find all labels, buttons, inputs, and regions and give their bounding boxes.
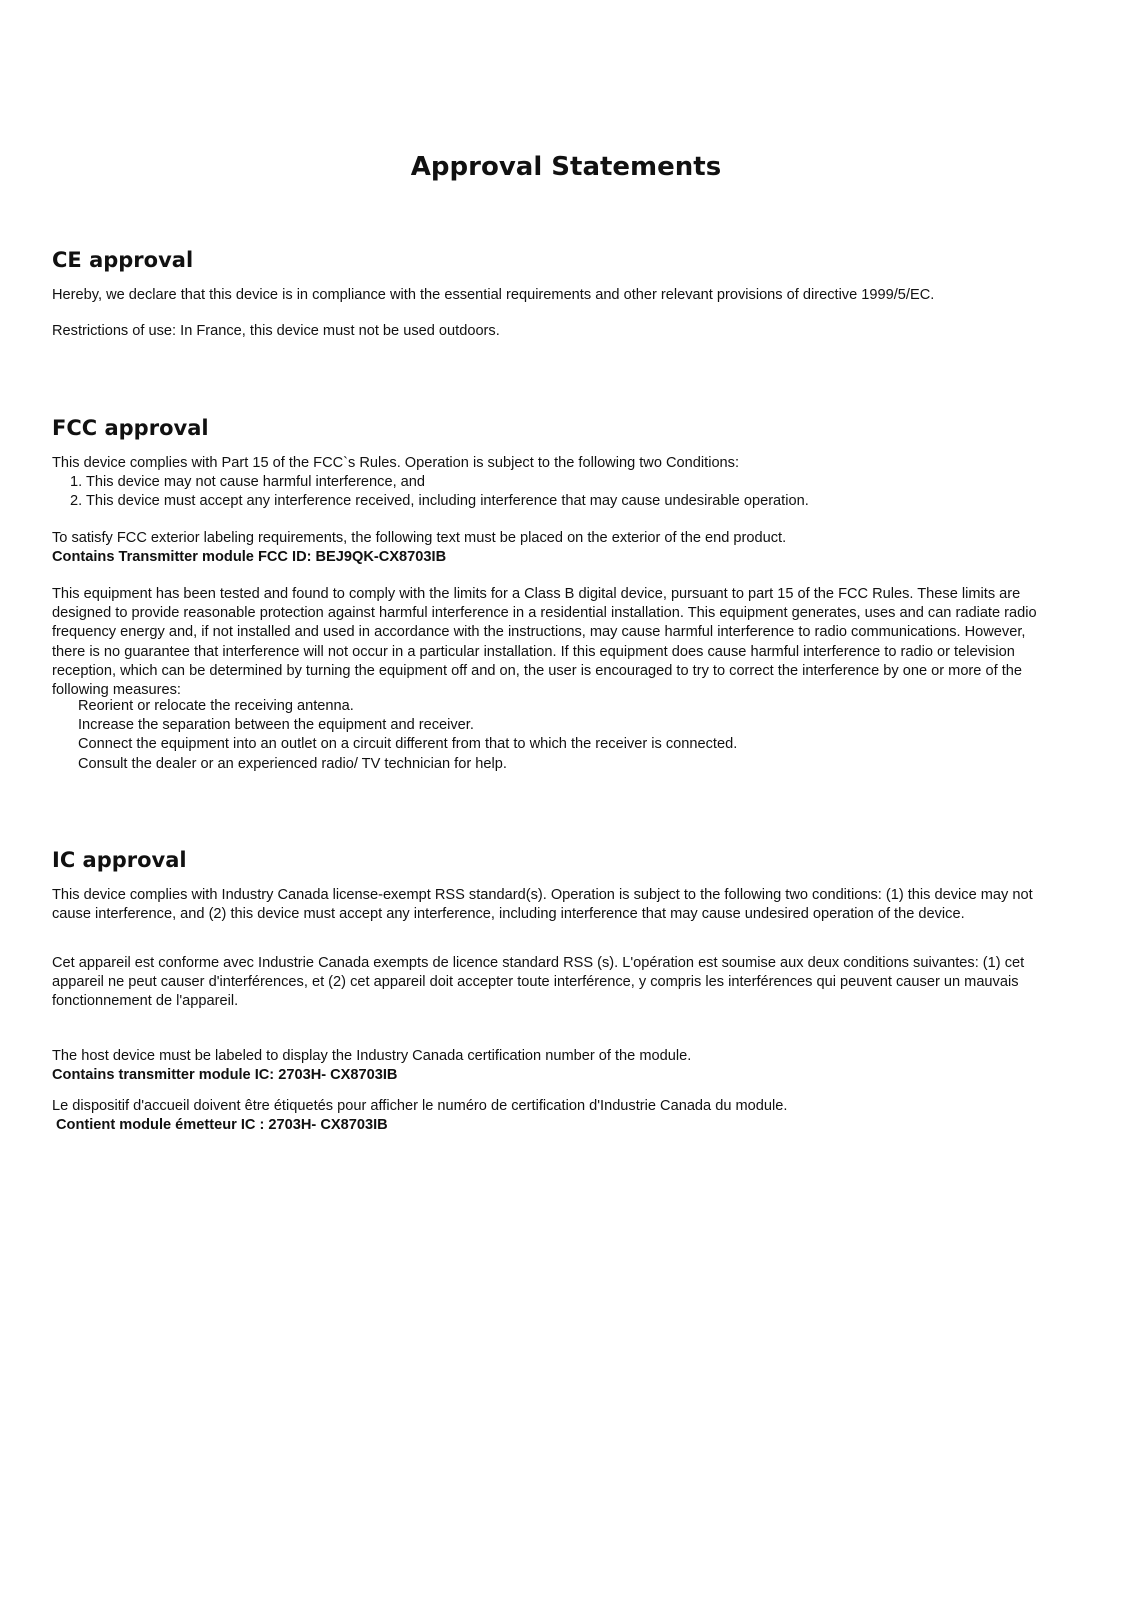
fcc-heading: FCC approval <box>52 416 209 440</box>
fcc-classb-paragraph: This equipment has been tested and found to comply with the limits for a Class B digital device, pursuant to part 15 of the FCC Rules. These limits are designed to provide reasonable protection against harmful interference in a residential installation. This equipment generates, uses and can radiate radio frequency energy and, if not installed and used in accordance with the instructions, may cause harmful interference to radio communications. However, there is no guarantee that interference will not occur in a particular installation. If this equipment does cause harmful interference to radio or television reception, which can be determined by turning the equipment off and on, the user is encouraged to try to correct the interference by one or more of the following measures: <box>52 586 1037 699</box>
fcc-condition-2: 2. This device must accept any interference received, including interference that may cause undesirable operation. <box>70 493 809 510</box>
ce-paragraph-1: Hereby, we declare that this device is in compliance with the essential requirements and other relevant provisions of directive 1999/5/EC. <box>52 287 935 303</box>
ic-paragraph-en: This device complies with Industry Canada license-exempt RSS standard(s). Operation is subject to the following two conditions: (1) this device may not cause interference, and (2) this device must accept any interference, including interference that may cause undesired operation of the device. <box>52 887 1033 923</box>
ic-host-en: The host device must be labeled to display the Industry Canada certification number of the module. <box>52 1048 692 1064</box>
fcc-measure-3: Connect the equipment into an outlet on a circuit different from that to which the receiver is connected. <box>78 736 738 753</box>
fcc-measures-list <box>78 697 737 774</box>
ic-heading: IC approval <box>52 848 187 872</box>
fcc-conditions-list <box>52 473 809 511</box>
fcc-label-text: To satisfy FCC exterior labeling requirements, the following text must be placed on the exterior of the end product. <box>52 530 787 546</box>
ce-paragraph-2: Restrictions of use: In France, this device must not be used outdoors. <box>52 323 500 339</box>
ic-paragraph-fr: Cet appareil est conforme avec Industrie Canada exempts de licence standard RSS (s). L'opération est soumise aux deux conditions suivantes: (1) cet appareil ne peut causer d'interférences, et (2) cet appareil doit accepter toute interférence, y compris les interférences qui peuvent causer un mauvais fonctionnement de l'appareil. <box>52 955 1025 1010</box>
page-title: Approval Statements <box>410 152 722 182</box>
ic-host-fr: Le dispositif d'accueil doivent être étiquetés pour afficher le numéro de certification d'Industrie Canada du module. <box>52 1098 788 1114</box>
ce-heading: CE approval <box>52 248 194 272</box>
fcc-condition-1: 1. This device may not cause harmful interference, and <box>70 474 426 490</box>
ic-id-fr: Contient module émetteur IC : 2703H- CX8703IB <box>56 1117 388 1133</box>
fcc-measure-1: Reorient or relocate the receiving antenna. <box>78 698 354 714</box>
fcc-measure-2: Increase the separation between the equipment and receiver. <box>78 717 474 734</box>
fcc-intro: This device complies with Part 15 of the FCC`s Rules. Operation is subject to the following two Conditions: <box>52 455 740 471</box>
fcc-measure-4: Consult the dealer or an experienced radio/ TV technician for help. <box>78 755 507 772</box>
fcc-label-id: Contains Transmitter module FCC ID: BEJ9QK-CX8703IB <box>52 549 447 565</box>
ic-id-en: Contains transmitter module IC: 2703H- CX8703IB <box>52 1067 398 1083</box>
